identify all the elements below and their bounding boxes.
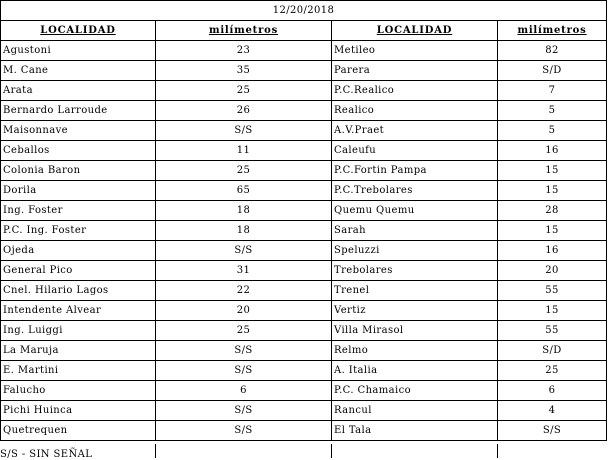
- table-row: [1, 161, 607, 181]
- table-row: [1, 141, 607, 161]
- table-row: [1, 321, 607, 341]
- locality-cell: Cnel. Hilario Lagos: [1, 281, 156, 301]
- header-locality-left: LOCALIDAD: [1, 21, 156, 41]
- locality-cell: Metileo: [332, 41, 498, 61]
- locality-cell: El Tala: [332, 421, 498, 441]
- table-row: [1, 341, 607, 361]
- table-row: [1, 101, 607, 121]
- locality-cell: Sarah: [332, 221, 498, 241]
- millimeters-cell: S/S: [156, 421, 332, 441]
- locality-cell: A.V.Praet: [332, 121, 498, 141]
- locality-cell: Relmo: [332, 341, 498, 361]
- millimeters-cell: S/S: [498, 421, 607, 441]
- locality-cell: P.C. Chamaico: [332, 381, 498, 401]
- locality-cell: Maisonnave: [1, 121, 156, 141]
- millimeters-cell: 15: [498, 181, 607, 201]
- millimeters-cell: 82: [498, 41, 607, 61]
- millimeters-cell: 23: [156, 41, 332, 61]
- date-row: [1, 1, 607, 21]
- divider: [155, 444, 156, 458]
- millimeters-cell: 16: [498, 141, 607, 161]
- locality-cell: P.C.Trebolares: [332, 181, 498, 201]
- table-row: [1, 261, 607, 281]
- millimeters-cell: S/S: [156, 341, 332, 361]
- locality-cell: Realico: [332, 101, 498, 121]
- millimeters-cell: 20: [156, 301, 332, 321]
- locality-cell: Vertiz: [332, 301, 498, 321]
- millimeters-cell: 16: [498, 241, 607, 261]
- millimeters-cell: 28: [498, 201, 607, 221]
- table-row: [1, 181, 607, 201]
- locality-cell: E. Martini: [1, 361, 156, 381]
- header-locality-right: LOCALIDAD: [332, 21, 498, 41]
- locality-cell: Quetrequen: [1, 421, 156, 441]
- millimeters-cell: S/D: [498, 61, 607, 81]
- locality-cell: Ing. Foster: [1, 201, 156, 221]
- millimeters-cell: 22: [156, 281, 332, 301]
- millimeters-cell: 31: [156, 261, 332, 281]
- millimeters-cell: 25: [498, 361, 607, 381]
- locality-cell: Rancul: [332, 401, 498, 421]
- table-row: [1, 41, 607, 61]
- table-row: [1, 421, 607, 441]
- table-row: [1, 241, 607, 261]
- locality-cell: Falucho: [1, 381, 156, 401]
- table-row: [1, 121, 607, 141]
- header-mm-right: milímetros: [498, 21, 607, 41]
- table-row: [1, 201, 607, 221]
- millimeters-cell: 55: [498, 321, 607, 341]
- table-row: [1, 401, 607, 421]
- millimeters-cell: 18: [156, 201, 332, 221]
- locality-cell: Villa Mirasol: [332, 321, 498, 341]
- locality-cell: Arata: [1, 81, 156, 101]
- millimeters-cell: 20: [498, 261, 607, 281]
- locality-cell: Quemu Quemu: [332, 201, 498, 221]
- locality-cell: Pichi Huinca: [1, 401, 156, 421]
- table-row: [1, 81, 607, 101]
- locality-cell: Parera: [332, 61, 498, 81]
- millimeters-cell: 5: [498, 101, 607, 121]
- locality-cell: P.C.Fortin Pampa: [332, 161, 498, 181]
- header-row: [1, 21, 607, 41]
- header-mm-left: milímetros: [156, 21, 332, 41]
- millimeters-cell: 11: [156, 141, 332, 161]
- millimeters-cell: 25: [156, 321, 332, 341]
- report-date: 12/20/2018: [1, 1, 607, 21]
- table-row: [1, 221, 607, 241]
- divider: [497, 444, 498, 458]
- millimeters-cell: 7: [498, 81, 607, 101]
- locality-cell: A. Italia: [332, 361, 498, 381]
- millimeters-cell: S/S: [156, 121, 332, 141]
- millimeters-cell: 6: [498, 381, 607, 401]
- locality-cell: General Pico: [1, 261, 156, 281]
- locality-cell: La Maruja: [1, 341, 156, 361]
- table-row: [1, 301, 607, 321]
- locality-cell: Intendente Alvear: [1, 301, 156, 321]
- millimeters-cell: 15: [498, 161, 607, 181]
- table-row: [1, 361, 607, 381]
- millimeters-cell: S/S: [156, 361, 332, 381]
- millimeters-cell: 55: [498, 281, 607, 301]
- locality-cell: Speluzzi: [332, 241, 498, 261]
- millimeters-cell: 65: [156, 181, 332, 201]
- locality-cell: M. Cane: [1, 61, 156, 81]
- locality-cell: P.C. Ing. Foster: [1, 221, 156, 241]
- locality-cell: Colonia Baron: [1, 161, 156, 181]
- footnote: S/S - SIN SEÑAL: [0, 449, 93, 460]
- locality-cell: Ing. Luiggi: [1, 321, 156, 341]
- locality-cell: Dorila: [1, 181, 156, 201]
- millimeters-cell: 5: [498, 121, 607, 141]
- locality-cell: Ceballos: [1, 141, 156, 161]
- locality-cell: Ojeda: [1, 241, 156, 261]
- locality-cell: Agustoni: [1, 41, 156, 61]
- millimeters-cell: 15: [498, 301, 607, 321]
- table-row: [1, 381, 607, 401]
- millimeters-cell: 18: [156, 221, 332, 241]
- millimeters-cell: 6: [156, 381, 332, 401]
- table-row: [1, 281, 607, 301]
- millimeters-cell: 25: [156, 161, 332, 181]
- millimeters-cell: S/S: [156, 241, 332, 261]
- locality-cell: Bernardo Larroude: [1, 101, 156, 121]
- millimeters-cell: 35: [156, 61, 332, 81]
- locality-cell: Trebolares: [332, 261, 498, 281]
- millimeters-cell: 4: [498, 401, 607, 421]
- locality-cell: P.C.Realico: [332, 81, 498, 101]
- locality-cell: Trenel: [332, 281, 498, 301]
- millimeters-cell: S/D: [498, 341, 607, 361]
- millimeters-cell: 25: [156, 81, 332, 101]
- divider: [331, 444, 332, 458]
- millimeters-cell: S/S: [156, 401, 332, 421]
- millimeters-cell: 26: [156, 101, 332, 121]
- locality-cell: Caleufu: [332, 141, 498, 161]
- millimeters-cell: 15: [498, 221, 607, 241]
- table-row: [1, 61, 607, 81]
